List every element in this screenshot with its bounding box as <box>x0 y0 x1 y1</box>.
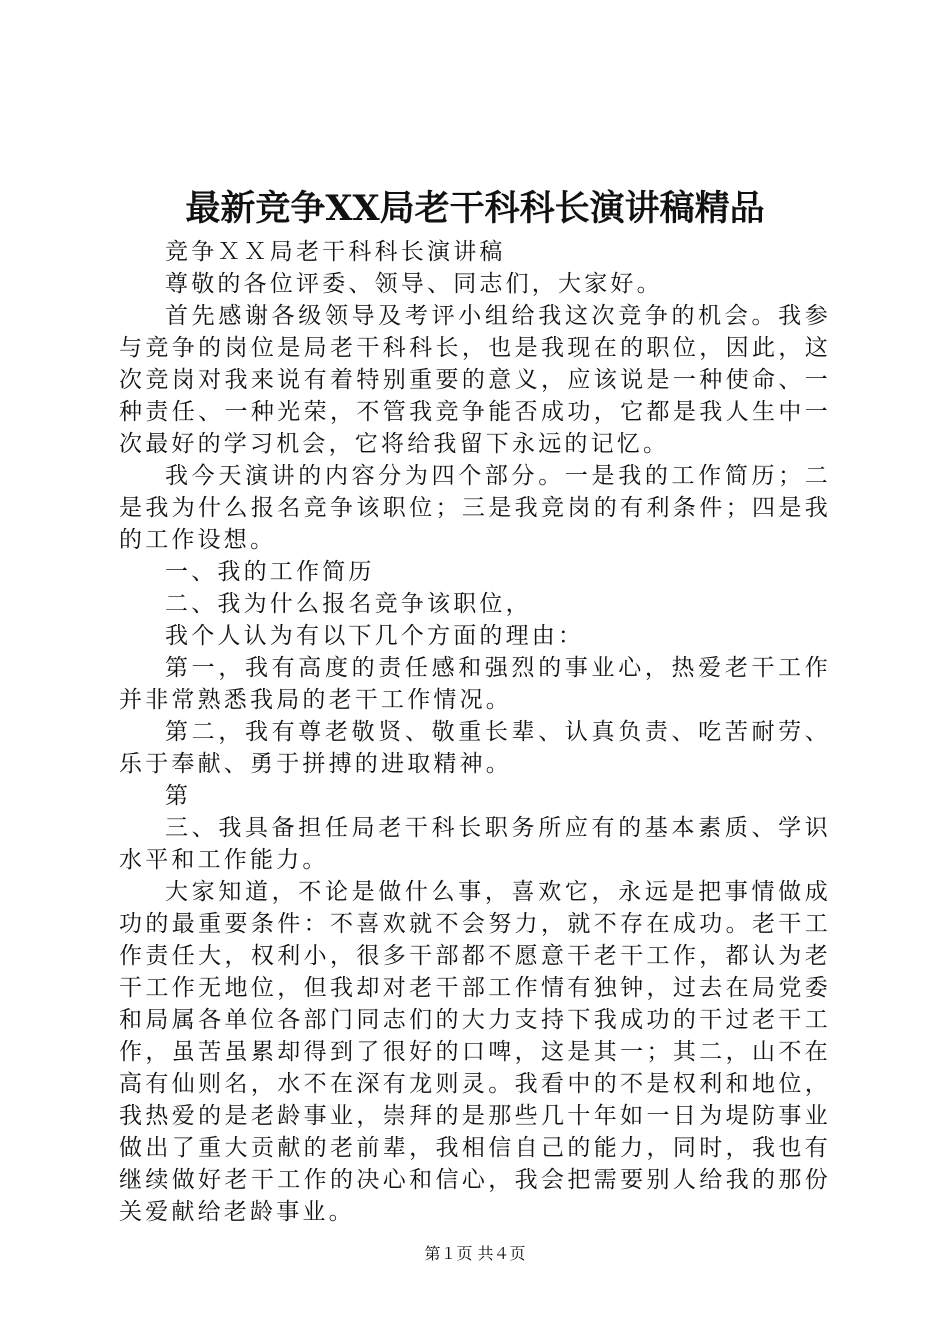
section-heading-2: 二、我为什么报名竞争该职位， <box>165 591 532 617</box>
paragraph-reason-1: 第一，我有高度的责任感和强烈的事业心，热爱老干工作并非常熟悉我局的老干工作情况。 <box>119 655 831 713</box>
paragraph-reasons-intro: 我个人认为有以下几个方面的理由： <box>165 623 585 649</box>
paragraph-outline: 我今天演讲的内容分为四个部分。一是我的工作简历；二是我为什么报名竞争该职位；三是我竞岗的有利条件；四是我的工作设想。 <box>119 463 831 553</box>
page-footer: 第１页 共４页 <box>424 1244 526 1263</box>
paragraph-motivation: 大家知道，不论是做什么事，喜欢它，永远是把事情做成功的最重要条件：不喜欢就不会努力，就不存在成功。老干工作责任大，权利小，很多干部都不愿意干老干工作，都认为老干工作无地位，但我却对老干部工作情有独钟，过去在局党委和局属各单位各部门同志们的大力支持下我成功的干过老干工作，虽苦虽累却得到了很好的口啤，这是其一；其二，山不在高有仙则名，水不在深有龙则灵。我看中的不是权利和地位，我热爱的是老龄事业，崇拜的是那些几十年如一日为堤防事业做出了重大贡献的老前辈，我相信自己的能力，同时，我也有继续做好老干工作的决心和信心，我会把需要别人给我的那份关爱献给老龄事业。 <box>119 879 831 1225</box>
paragraph-reason-2: 第二，我有尊老敬贤、敬重长辈、认真负责、吃苦耐劳、乐于奉献、勇于拼搏的进取精神。 <box>119 719 831 777</box>
document-body <box>119 236 831 1228</box>
paragraph-opening: 首先感谢各级领导及考评小组给我这次竞争的机会。我参与竞争的岗位是局老干科科长，也是我现在的职位，因此，这次竞岗对我来说有着特别重要的意义，应该说是一种使命、一种责任、一种光荣，不管我竞争能否成功，它都是我人生中一次最好的学习机会，它将给我留下永远的记忆。 <box>119 303 831 457</box>
document-title: 最新竞争XX局老干科科长演讲稿精品 <box>185 188 765 229</box>
paragraph-reason-3: 三、我具备担任局老干科长职务所应有的基本素质、学识水平和工作能力。 <box>119 815 831 873</box>
paragraph-subtitle: 竞争ＸＸ局老干科科长演讲稿 <box>165 239 506 265</box>
paragraph-greeting: 尊敬的各位评委、领导、同志们，大家好。 <box>165 271 663 297</box>
paragraph-fragment: 第 <box>165 783 192 809</box>
section-heading-1: 一、我的工作简历 <box>165 559 375 585</box>
